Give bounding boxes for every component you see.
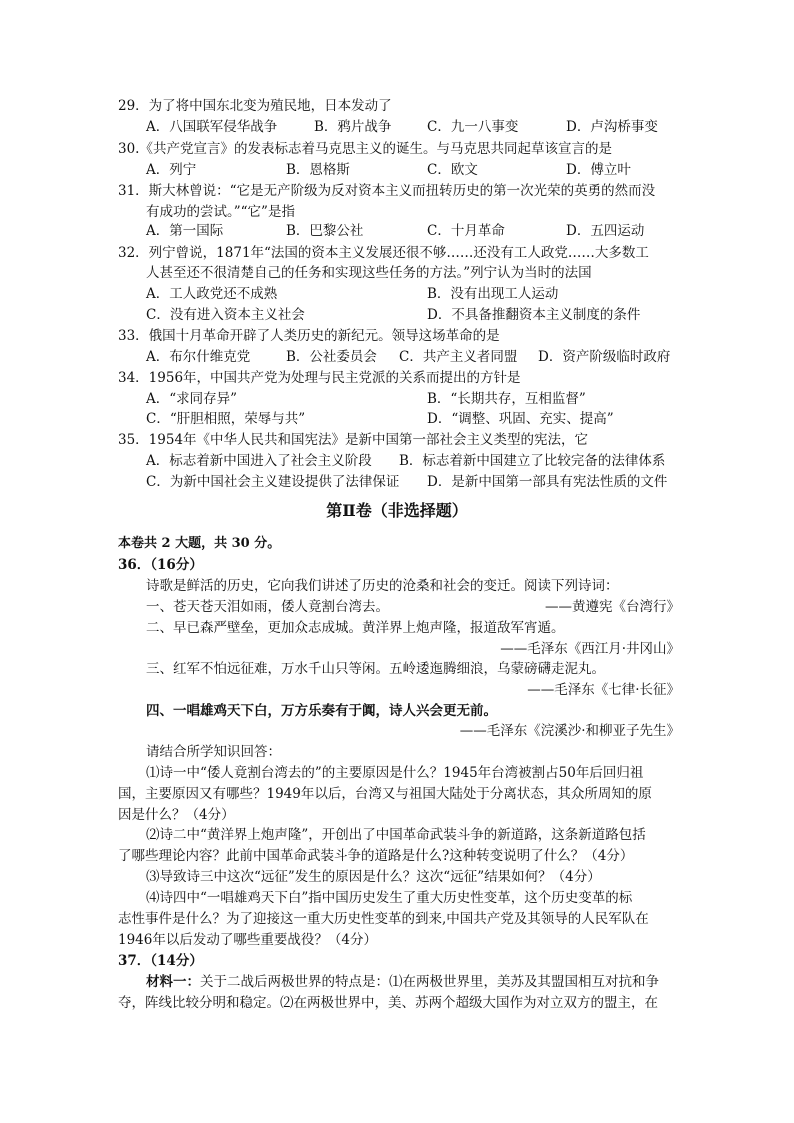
option-a: A．标志着新中国进入了社会主义阶段 (146, 453, 372, 469)
question-stem-cont: 有成功的尝试。”“它”是指 (146, 204, 295, 220)
sub-question-3: ⑶导致诗三中这次“远征”发生的原因是什么？这次“远征”结果如何？（4分） (146, 869, 601, 885)
option-d: D．不具备推翻资本主义制度的条件 (427, 307, 641, 323)
poem-1: 一、苍天苍天泪如雨，倭人竟割台湾去。 (146, 599, 389, 615)
option-c: C．共产主义者同盟 (399, 349, 518, 365)
sub-question-2-cont: 了哪些理论内容？此前中国革命武装斗争的道路是什么?这种转变说明了什么？（4分） (118, 848, 634, 864)
question-stem: 34．1956年，中国共产党为处理与民主党派的关系而提出的方针是 (118, 370, 521, 386)
poem-3-source: ——毛泽东《七律·长征》 (527, 682, 680, 698)
sub-question-1: ⑴诗一中“倭人竟割台湾去的”的主要原因是什么？1945年台湾被割占50年后回归祖 (146, 765, 644, 781)
option-b: B．没有出现工人运动 (427, 286, 559, 302)
question-stem: 33．俄国十月革命开辟了人类历史的新纪元。领导这场革命的是 (118, 328, 500, 344)
question-stem: 32．列宁曾说，1871年“法国的资本主义发展还很不够……还没有工人政党……大多数工 (118, 245, 649, 261)
question-stem: 29．为了将中国东北变为殖民地，日本发动了 (118, 98, 392, 114)
sub-question-1-cont: 国，主要原因又有哪些？1949年以后，台湾又与祖国大陆处于分离状态，其众所周知的原 (118, 786, 652, 802)
option-c: C．为新中国社会主义建设提供了法律保证 (146, 474, 400, 490)
question-37-head: 37．（14分） (118, 953, 203, 969)
poem-2: 二、早已森严壁垒，更加众志成城。黄洋界上炮声隆，报道敌军宵遁。 (146, 620, 565, 636)
option-c: C．“肝胆相照，荣辱与共” (146, 411, 306, 427)
question-stem: 30.《共产党宣言》的发表标志着马克思主义的诞生。与马克思共同起草该宣言的是 (118, 141, 612, 157)
material-1-text: 关于二战后两极世界的特点是：⑴在两极世界里，美苏及其盟国相互对抗和争 (200, 974, 659, 990)
material-1 (146, 973, 659, 991)
poem-2-source: ——毛泽东《西江月·井冈山》 (500, 641, 680, 657)
question-36-head: 36．（16分） (118, 557, 203, 573)
option-a: A．第一国际 (146, 223, 224, 239)
option-a: A．布尔什维克党 (146, 349, 251, 365)
option-a: A．“求同存异” (146, 391, 238, 407)
question-stem-cont: 人甚至还不很清楚自己的任务和实现这些任务的方法。”列宁认为当时的法国 (146, 265, 592, 281)
option-d: D．是新中国第一部具有宪法性质的文件 (427, 474, 668, 490)
option-b: B．“长期共存，互相监督” (427, 391, 586, 407)
option-d: D．傅立叶 (566, 162, 631, 178)
option-a: A．八国联军侵华战争 (146, 119, 278, 135)
option-c: C．九一八事变 (427, 119, 519, 135)
sub-question-4-cont: 志性事件是什么？为了迎接这一重大历史性变革的到来,中国共产党及其领导的人民军队在 (118, 911, 649, 927)
sub-question-4: ⑷诗四中“一唱雄鸡天下白”指中国历史发生了重大历史性变革，这个历史变革的标 (146, 890, 633, 906)
poem-1-source: ——黄遵宪《台湾行》 (545, 599, 680, 615)
poem-4: 四、一唱雄鸡天下白，万方乐奏有于阗，诗人兴会更无前。 (146, 703, 497, 719)
option-b: B．公社委员会 (286, 349, 377, 365)
material-1-label: 材料一： (146, 974, 200, 990)
section-intro: 本卷共 2 大题，共 30 分。 (118, 536, 281, 551)
option-c: C．没有进入资本主义社会 (146, 307, 305, 323)
option-c: C．欧文 (427, 162, 478, 178)
option-d: D．卢沟桥事变 (566, 119, 658, 135)
q36-lead: 诗歌是鲜活的历史，它向我们讲述了历史的沧桑和社会的变迁。阅读下列诗词： (146, 578, 619, 594)
option-b: B．标志着新中国建立了比较完备的法律体系 (399, 453, 666, 469)
poem-3: 三、红军不怕远征难，万水千山只等闲。五岭逶迤腾细浪，乌蒙磅礴走泥丸。 (146, 661, 605, 677)
sub-question-4-cont: 1946年以后发动了哪些重要战役？（4分） (118, 932, 377, 948)
section-title: 第Ⅱ卷（非选择题） (326, 501, 468, 520)
material-1-cont: 夺，阵线比较分明和稳定。⑵在两极世界中，美、苏两个超级大国作为对立双方的盟主，在 (118, 995, 658, 1011)
option-b: B．恩格斯 (286, 162, 350, 178)
option-d: D．五四运动 (566, 223, 645, 239)
question-stem: 35．1954年《中华人民共和国宪法》是新中国第一部社会主义类型的宪法，它 (118, 432, 589, 448)
option-d: D．“调整、巩固、充实、提高” (427, 411, 614, 427)
option-b: B．巴黎公社 (286, 223, 364, 239)
sub-question-2: ⑵诗二中“黄洋界上炮声隆”，开创出了中国革命武装斗争的新道路，这条新道路包括 (146, 827, 646, 843)
sub-question-1-cont: 因是什么？（4分） (118, 807, 235, 823)
poem-4-source: ——毛泽东《浣溪沙·和柳亚子先生》 (459, 723, 680, 739)
option-c: C．十月革命 (427, 223, 505, 239)
question-stem: 31．斯大林曾说：“它是无产阶级为反对资本主义而扭转历史的第一次光荣的英勇的然而没 (118, 183, 656, 199)
option-a: A．工人政党还不成熟 (146, 286, 278, 302)
option-a: A．列宁 (146, 162, 197, 178)
option-d: D．资产阶级临时政府 (538, 349, 671, 365)
option-b: B．鸦片战争 (314, 119, 392, 135)
q36-ask: 请结合所学知识回答： (146, 744, 281, 760)
